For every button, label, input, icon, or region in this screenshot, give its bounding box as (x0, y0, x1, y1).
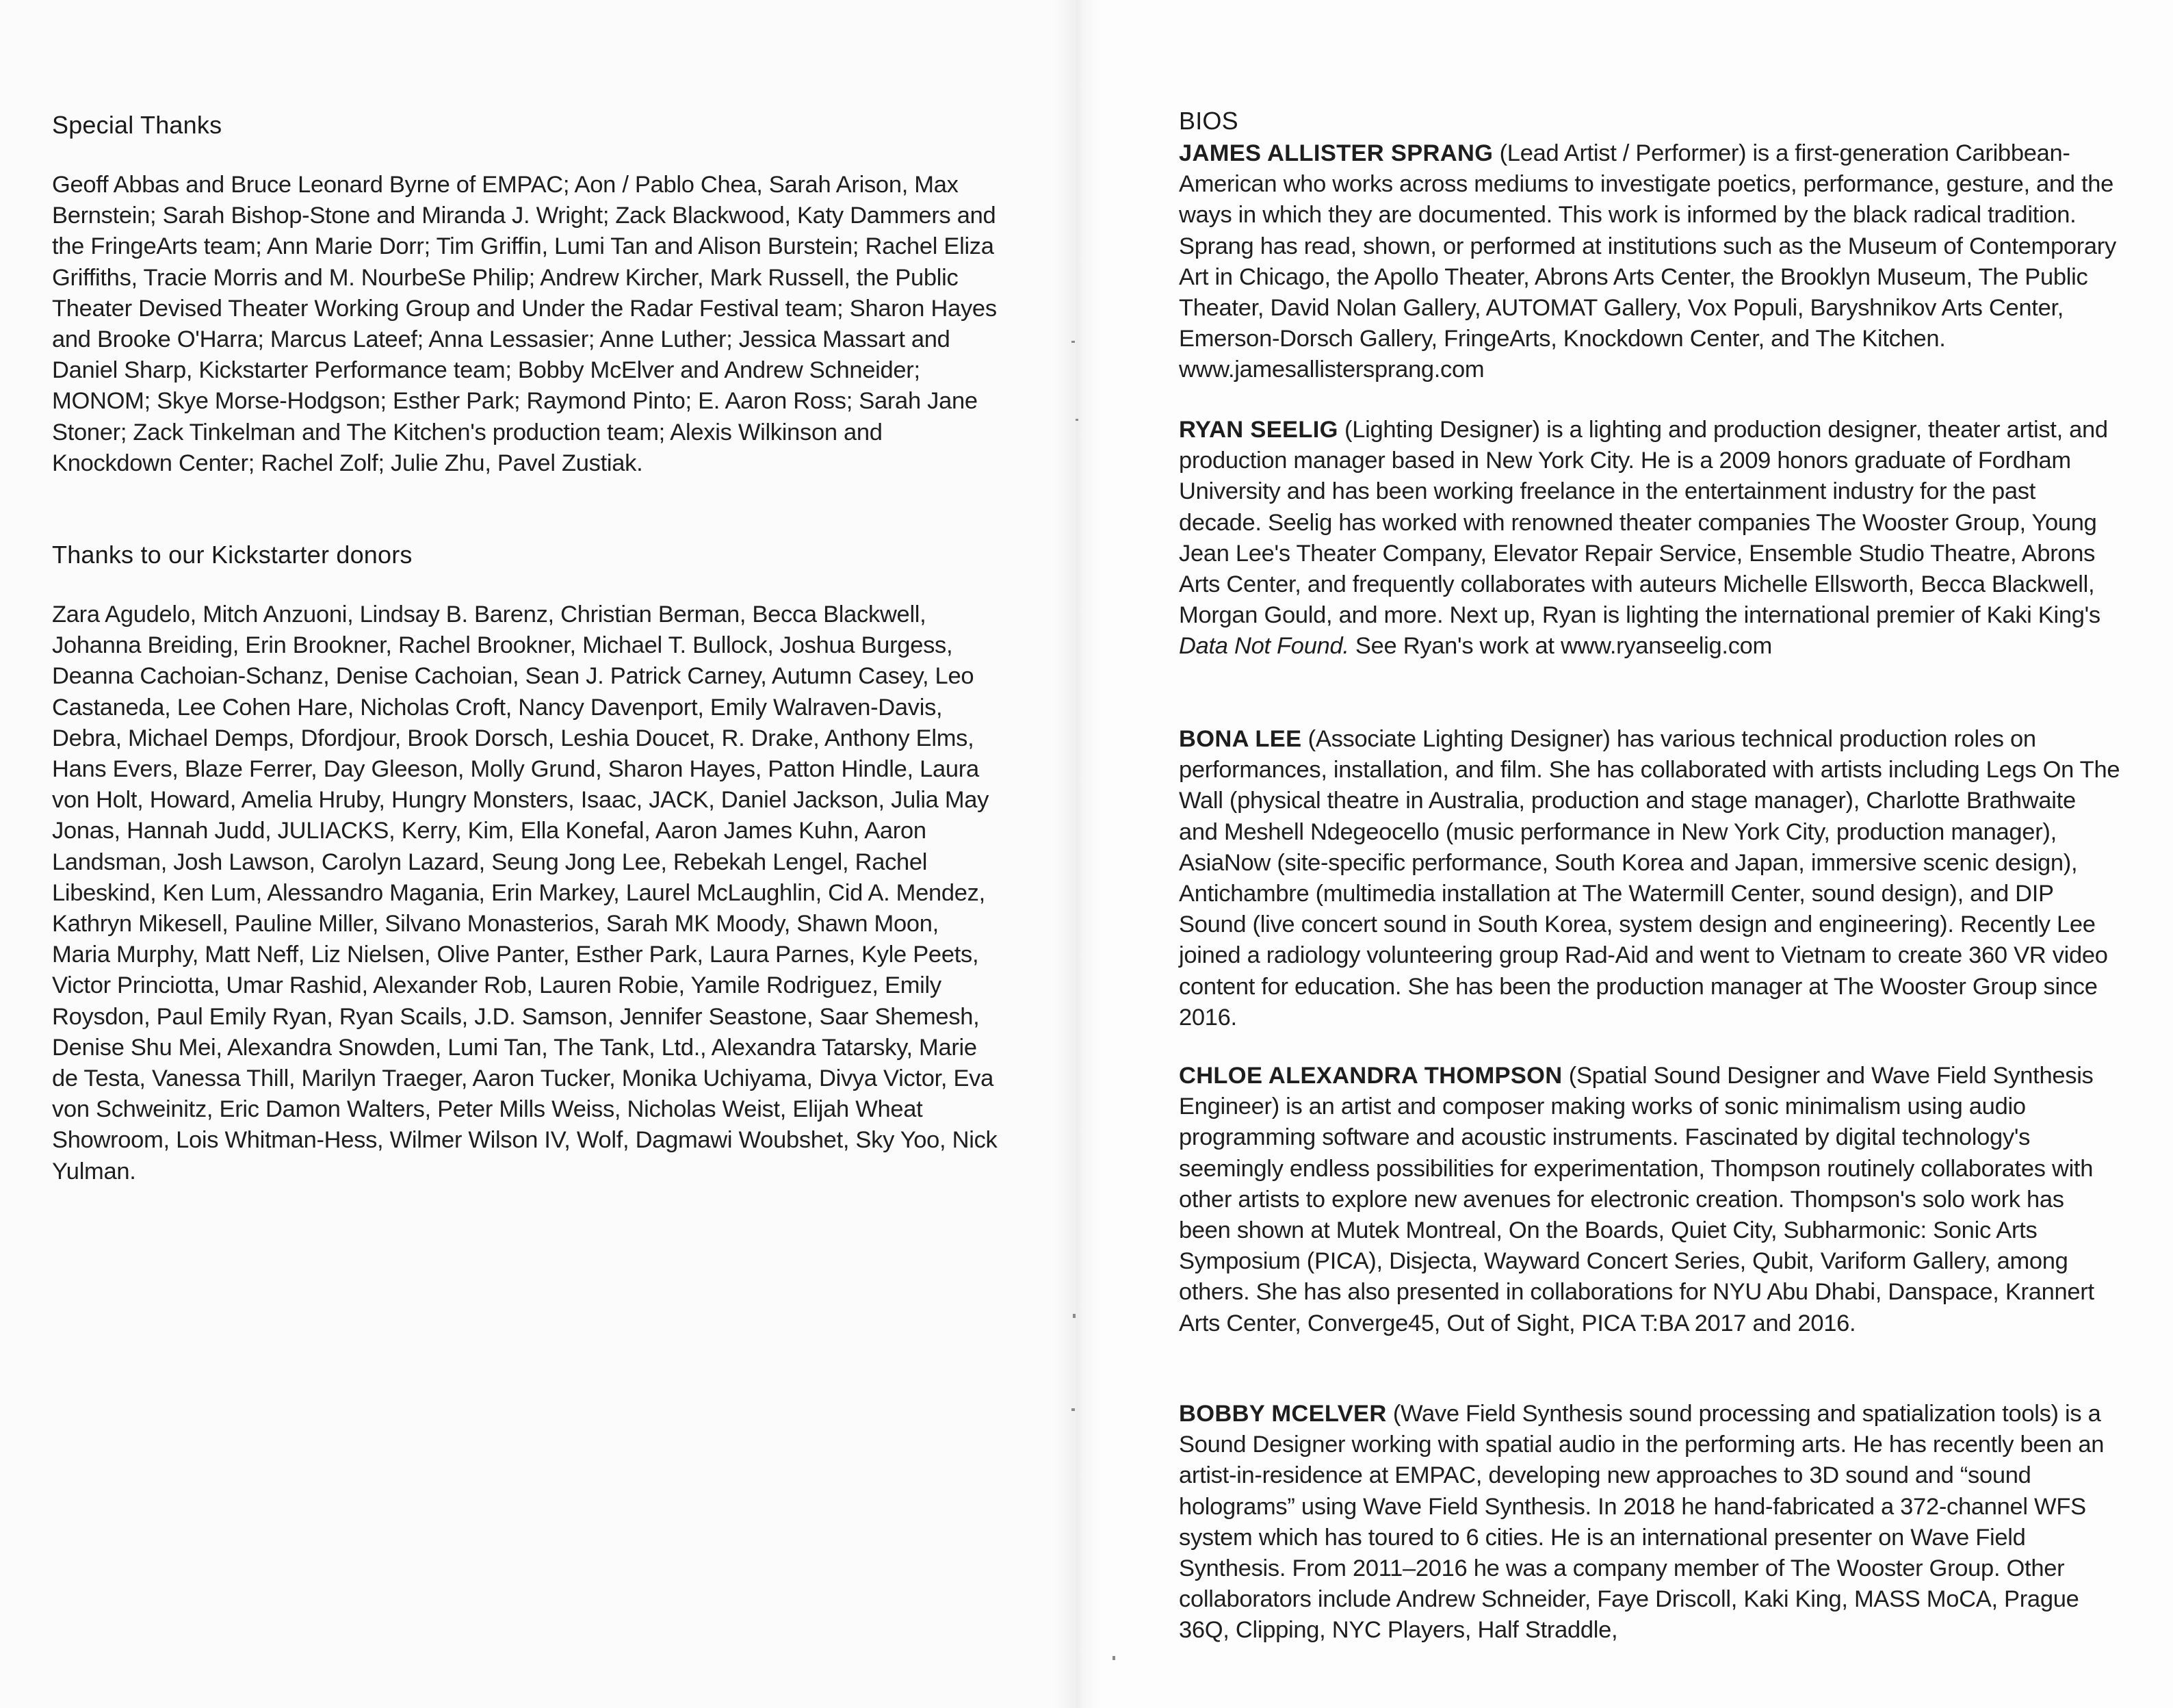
bio-name: RYAN SEELIG (1179, 417, 1338, 443)
bio-bona-lee (1179, 724, 2120, 1033)
bio-text: (Spatial Sound Designer and Wave Field Synthesis Engineer) is an artist and composer making works of sonic minimalism using audio programming software and acoustic instruments. Fascinated by digital technology's seemingly endless possibilities for experimentation, Thompson routinely collaborates with other artists to explore new avenues for electronic creation. Thompson's solo work has been shown at Mutek Montreal, On the Boards, Quiet City, Subharmonic: Sonic Arts Symposium (PICA), Disjecta, Wayward Concert Series, Qubit, Variform Gallery, among others. She has also presented in collaborations for NYU Abu Dhabi, Danspace, Krannert Arts Center, Converge45, Out of Sight, PICA T:BA 2017 and 2016. (1179, 1063, 2094, 1336)
book-gutter (1054, 0, 1102, 1708)
binding-mark (1071, 1408, 1075, 1411)
binding-mark (1071, 341, 1075, 343)
bio-text: See Ryan's work at www.ryanseelig.com (1349, 633, 1772, 660)
bios-heading: BIOS (1179, 107, 1238, 135)
bio-james-allister-sprang (1179, 138, 2120, 386)
bio-text: (Lead Artist / Performer) is a first-generation Caribbean-American who works across mediums to investigate poetics, performance, gesture, and the ways in which they are documented. This work is informed by the black radical tradition. Sprang has read, shown, or performed at institutions such as the Museum of Contemporary Art in Chicago, the Apollo Theater, Abrons Arts Center, the Brooklyn Museum, The Public Theater, David Nolan Gallery, AUTOMAT Gallery, Vox Populi, Baryshnikov Arts Center, Emerson-Dorsch Gallery, FringeArts, Knockdown Center, and The Kitchen. www.jamesallistersprang.com (1179, 140, 2116, 383)
bio-text: (Associate Lighting Designer) has various technical production roles on performances, installation, and film. She has collaborated with artists including Legs On The Wall (physical theatre in Australia, production and stage manager), Charlotte Brathwaite and Meshell Ndegeocello (music performance in New York City, production manager), AsiaNow (site-specific performance, South Korea and Japan, immersive scenic design), Antichambre (multimedia installation at The Watermill Center, sound design), and DIP Sound (live concert sound in South Korea, system design and engineering). Recently Lee joined a radiology volunteering group Rad-Aid and went to Vietnam to create 360 VR video content for education. She has been the production manager at The Wooster Group since 2016. (1179, 726, 2120, 1031)
bio-text: (Lighting Designer) is a lighting and production designer, theater artist, and production manager based in New York City. He is a 2009 honors graduate of Fordham University and has been working freelance in the entertainment industry for the past decade. Seelig has worked with renowned theater companies The Wooster Group, Young Jean Lee's Theater Company, Elevator Repair Service, Ensemble Studio Theatre, Abrons Arts Center, and frequently collaborates with auteurs Michelle Ellsworth, Becca Blackwell, Morgan Gould, and more. Next up, Ryan is lighting the international premier of Kaki King's (1179, 417, 2108, 629)
binding-mark (1112, 1656, 1115, 1660)
special-thanks-heading: Special Thanks (52, 111, 222, 139)
bio-ryan-seelig (1179, 415, 2120, 662)
bio-name: BOBBY MCELVER (1179, 1401, 1387, 1427)
binding-mark (1073, 1314, 1076, 1318)
bio-text: (Wave Field Synthesis sound processing and spatialization tools) is a Sound Designer working with spatial audio in the performing arts. He has recently been an artist-in-residence at EMPAC, developing new approaches to 3D sound and “sound holograms” using Wave Field Synthesis. In 2018 he hand-fabricated a 372-channel WFS system which has toured to 6 cities. He is an international presenter on Wave Field Synthesis. From 2011–2016 he was a company member of The Wooster Group. Other collaborators include Andrew Schneider, Faye Driscoll, Kaki King, MASS MoCA, Prague 36Q, Clipping, NYC Players, Half Straddle, (1179, 1401, 2105, 1644)
bio-italic-title: Data Not Found. (1179, 633, 1349, 660)
kickstarter-donors-heading: Thanks to our Kickstarter donors (52, 541, 413, 569)
bio-name: JAMES ALLISTER SPRANG (1179, 140, 1494, 166)
bio-bobby-mcelver (1179, 1399, 2120, 1646)
binding-mark (1076, 419, 1078, 421)
kickstarter-donors-text: Zara Agudelo, Mitch Anzuoni, Lindsay B. Barenz, Christian Berman, Becca Blackwell, Johanna Breiding, Erin Brookner, Rachel Brookner, Michael T. Bullock, Joshua Burgess, Deanna Cachoian-Schanz, Denise Cachoian, Sean J. Patrick Carney, Autumn Casey, Leo Castaneda, Lee Cohen Hare, Nicholas Croft, Nancy Davenport, Emily Walraven-Davis, Debra, Michael Demps, Dfordjour, Brook Dorsch, Leshia Doucet, R. Drake, Anthony Elms, Hans Evers, Blaze Ferrer, Day Gleeson, Molly Grund, Sharon Hayes, Patton Hindle, Laura von Holt, Howard, Amelia Hruby, Hungry Monsters, Isaac, JACK, Daniel Jackson, Julia May Jonas, Hannah Judd, JULIACKS, Kerry, Kim, Ella Konefal, Aaron James Kuhn, Aaron Landsman, Josh Lawson, Carolyn Lazard, Seung Jong Lee, Rebekah Lengel, Rachel Libeskind, Ken Lum, Alessandro Magania, Erin Markey, Laurel McLaughlin, Cid A. Mendez, Kathryn Mikesell, Pauline Miller, Silvano Monasterios, Sarah MK Moody, Shawn Moon, Maria Murphy, Matt Neff, Liz Nielsen, Olive Panter, Esther Park, Laura Parnes, Kyle Peets, Victor Princiotta, Umar Rashid, Alexander Rob, Lauren Robie, Yamile Rodriguez, Emily Roysdon, Paul Emily Ryan, Ryan Scails, J.D. Samson, Jennifer Seastone, Saar Shemesh, Denise Shu Mei, Alexandra Snowden, Lumi Tan, The Tank, Ltd., Alexandra Tatarsky, Marie de Testa, Vanessa Thill, Marilyn Traeger, Aaron Tucker, Monika Uchiyama, Divya Victor, Eva von Schweinitz, Eric Damon Walters, Peter Mills Weiss, Nicholas Weist, Elijah Wheat Showroom, Lois Whitman-Hess, Wilmer Wilson IV, Wolf, Dagmawi Woubshet, Sky Yoo, Nick Yulman. (52, 601, 998, 1185)
special-thanks-text: Geoff Abbas and Bruce Leonard Byrne of EMPAC; Aon / Pablo Chea, Sarah Arison, Max Bernstein; Sarah Bishop-Stone and Miranda J. Wright; Zack Blackwood, Katy Dammers and the FringeArts team; Ann Marie Dorr; Tim Griffin, Lumi Tan and Alison Burstein; Rachel Eliza Griffiths, Tracie Morris and M. NourbeSe Philip; Andrew Kircher, Mark Russell, the Public Theater Devised Theater Working Group and Under the Radar Festival team; Sharon Hayes and Brooke O'Harra; Marcus Lateef; Anna Lessasier; Anne Luther; Jessica Massart and Daniel Sharp, Kickstarter Performance team; Bobby McElver and Andrew Schneider; MONOM; Skye Morse-Hodgson; Esther Park; Raymond Pinto; E. Aaron Ross; Sarah Jane Stoner; Zack Tinkelman and The Kitchen's production team; Alexis Wilkinson and Knockdown Center; Rachel Zolf; Julie Zhu, Pavel Zustiak. (52, 172, 997, 476)
bio-name: BONA LEE (1179, 726, 1302, 752)
bio-name: CHLOE ALEXANDRA THOMPSON (1179, 1063, 1563, 1089)
bio-chloe-alexandra-thompson (1179, 1061, 2120, 1339)
